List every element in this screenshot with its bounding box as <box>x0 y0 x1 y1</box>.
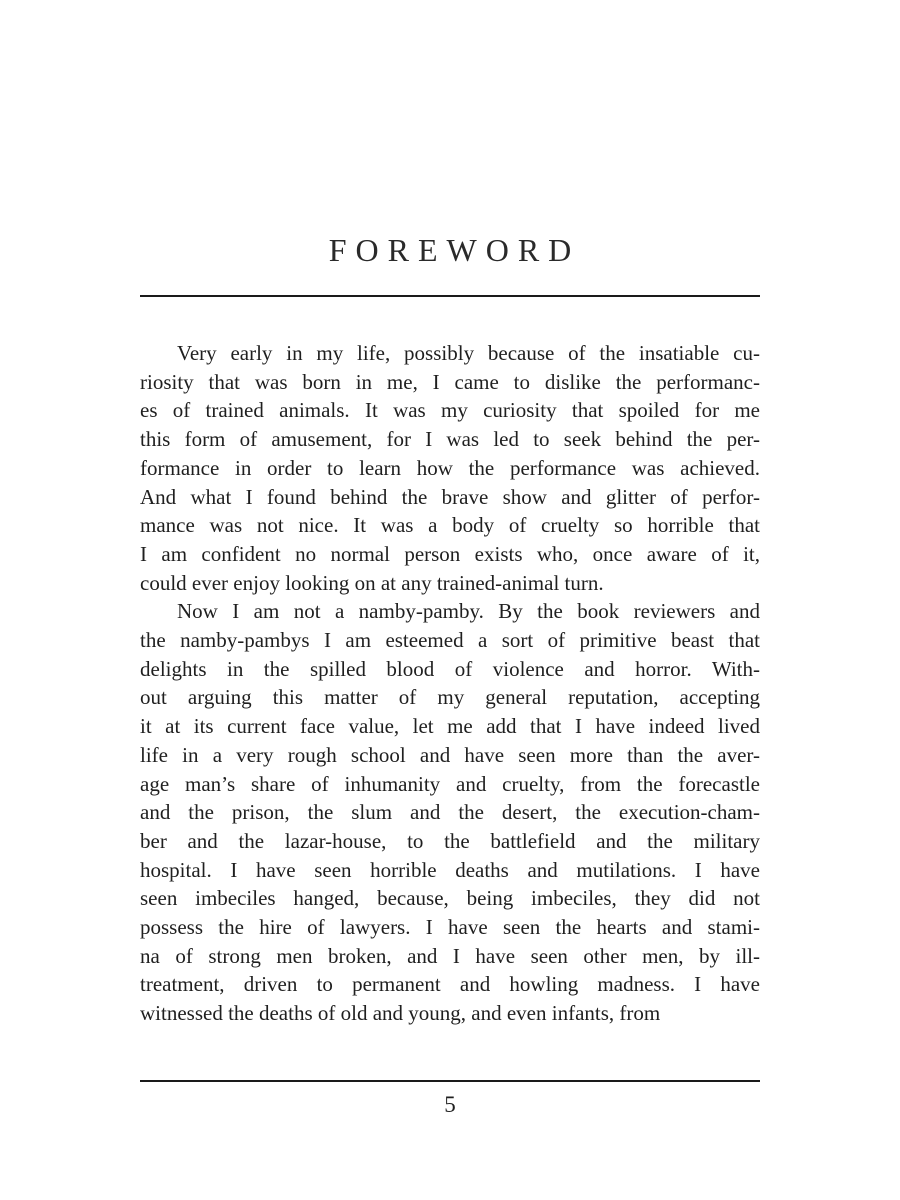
text-line: mance was not nice. It was a body of cruelty so horrible that <box>140 513 760 538</box>
text-line: es of trained animals. It was my curiosity that spoiled for me <box>140 398 760 423</box>
title-rule <box>140 295 760 297</box>
text-line: could ever enjoy looking on at any trained-animal turn. <box>140 570 604 595</box>
page-footer <box>140 1080 760 1118</box>
text-line: ber and the lazar-house, to the battlefield and the military <box>140 828 760 853</box>
footer-rule <box>140 1080 760 1082</box>
text-line: I am confident no normal person exists who, once aware of it, <box>140 541 760 566</box>
paragraph <box>140 597 760 1028</box>
text-line: treatment, driven to permanent and howling madness. I have <box>140 972 760 997</box>
text-line: delights in the spilled blood of violence and horror. With- <box>140 656 760 681</box>
text-line: it at its current face value, let me add that I have indeed lived <box>140 714 760 739</box>
text-line: the namby-pambys I am esteemed a sort of primitive beast that <box>140 628 760 653</box>
chapter-title: FOREWORD <box>328 232 581 268</box>
text-line: Very early in my life, possibly because of the insatiable cu- <box>177 341 760 365</box>
text-line: out arguing this matter of my general reputation, accepting <box>140 685 760 710</box>
text-line: formance in order to learn how the performance was achieved. <box>140 455 760 480</box>
page-content <box>140 0 760 1028</box>
text-line: witnessed the deaths of old and young, and even infants, from <box>140 1001 661 1026</box>
text-line: na of strong men broken, and I have seen other men, by ill- <box>140 943 760 968</box>
text-line: Now I am not a namby-pamby. By the book reviewers and <box>177 599 760 624</box>
text-line: riosity that was born in me, I came to dislike the performanc- <box>140 369 760 394</box>
text-line: seen imbeciles hanged, because, being imbeciles, they did not <box>140 886 760 911</box>
page-number: 5 <box>444 1092 456 1117</box>
text-line: age man’s share of inhumanity and cruelty, from the forecastle <box>140 771 760 796</box>
text-line: life in a very rough school and have seen more than the aver- <box>140 742 760 767</box>
text-line: And what I found behind the brave show and glitter of perfor- <box>140 484 760 509</box>
text-line: and the prison, the slum and the desert, the execution-cham- <box>140 800 760 825</box>
text-line: this form of amusement, for I was led to seek behind the per- <box>140 427 760 452</box>
text-line: hospital. I have seen horrible deaths and mutilations. I have <box>140 857 760 882</box>
text-line: possess the hire of lawyers. I have seen the hearts and stami- <box>140 915 760 940</box>
body-text <box>140 339 760 1028</box>
paragraph <box>140 339 760 597</box>
